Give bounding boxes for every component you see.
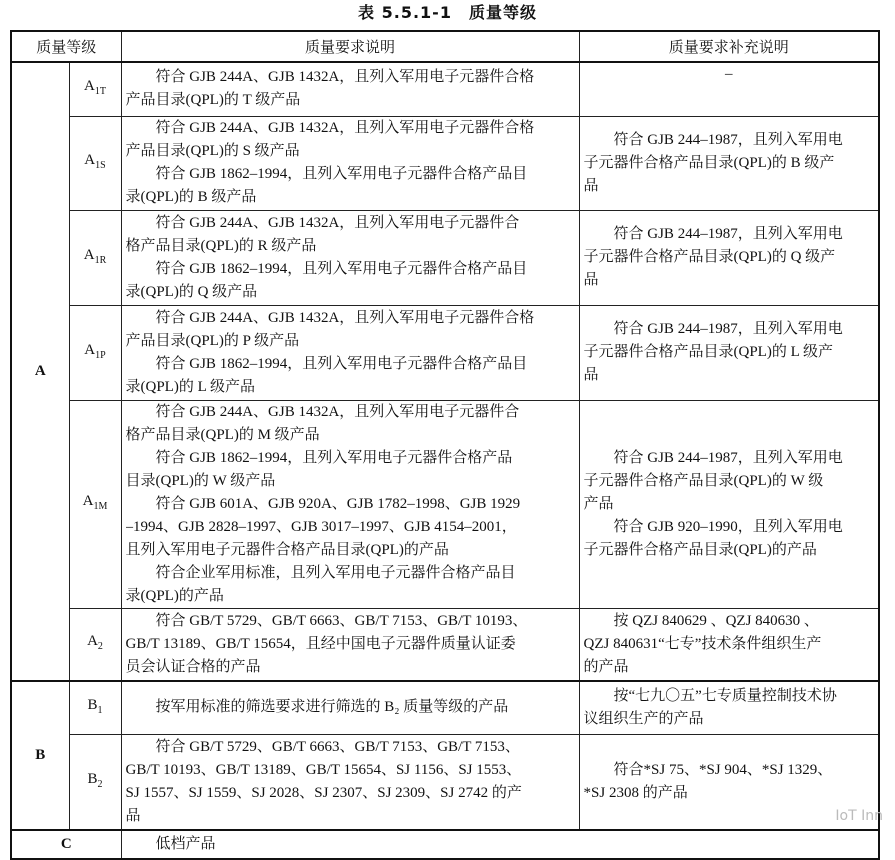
text-line: 格产品目录(QPL)的 R 级产品 (125, 237, 317, 254)
subgrade-cell (69, 734, 121, 830)
supplement-cell (579, 210, 879, 305)
subgrade-base: A (87, 633, 98, 650)
text-line: SJ 1557、SJ 1559、SJ 2028、SJ 2307、SJ 2309、SJ 2742 的产 (125, 784, 522, 801)
header-row (11, 31, 879, 62)
text-line: 符合 GJB 244–1987，且列入军用电 (613, 321, 843, 337)
text-line: 子元器件合格产品目录(QPL)的 W 级 (583, 472, 824, 489)
text-line: 子元器件合格产品目录(QPL)的产品 (583, 541, 817, 558)
table-row (11, 116, 879, 210)
text-line: 符合 GJB 1862–1994，且列入军用电子元器件合格产品目 (155, 355, 528, 372)
subgrade-sub: 1P (95, 349, 106, 361)
text-line: GB/T 10193、GB/T 13189、GB/T 15654、SJ 1156、SJ 1553、 (125, 761, 522, 778)
text-line: *SJ 2308 的产品 (583, 784, 688, 801)
subgrade-cell (69, 400, 121, 608)
subgrade-cell (69, 608, 121, 681)
requirement-cell (121, 210, 579, 305)
requirement-cell (121, 305, 579, 400)
text-line: 符合 GB/T 5729、GB/T 6663、GB/T 7153、GB/T 7153、 (155, 738, 520, 755)
text-line: 符合 GJB 244–1987，且列入军用电 (613, 449, 843, 466)
supplement-cell (579, 681, 879, 734)
subgrade-sub: 2 (97, 641, 103, 653)
text-line: 符合 GJB 601A、GJB 920A、GJB 1782–1998、GJB 1929 (155, 495, 521, 512)
subgrade-base: A (84, 152, 96, 168)
text-line: –1994、GJB 2828–1997、GJB 3017–1997、GJB 4154–2001， (125, 518, 517, 535)
text-line: 品 (583, 367, 599, 383)
subgrade-base: A (84, 341, 96, 358)
requirement-cell (121, 62, 579, 116)
subgrade-sub: 1S (95, 160, 106, 171)
subgrade-base: B (87, 696, 98, 713)
table-row (11, 62, 879, 116)
subgrade-sub: 1 (97, 704, 103, 716)
text-line: 产品目录(QPL)的 T 级产品 (125, 92, 301, 109)
text-line: 子元器件合格产品目录(QPL)的 Q 级产 (583, 249, 836, 265)
requirement-cell (121, 116, 579, 210)
subgrade-cell (69, 62, 121, 116)
supplement-cell (579, 400, 879, 608)
text-line: 符合 GJB 1862–1994，且列入军用电子元器件合格产品目 (155, 166, 528, 182)
text-line: 录(QPL)的 L 级产品 (125, 378, 255, 395)
text-line: 符合 GJB 244A、GJB 1432A，且列入军用电子元器件合格 (155, 69, 535, 86)
subgrade-sub: 1M (93, 501, 108, 512)
supplement-cell (579, 116, 879, 210)
requirement-cell (121, 681, 579, 734)
text-line: 符合 GJB 244A、GJB 1432A，且列入军用电子元器件合 (155, 214, 520, 231)
table-row (11, 681, 879, 734)
requirement-cell (121, 830, 879, 859)
table-row (11, 608, 879, 681)
text-line: 且列入军用电子元器件合格产品目录(QPL)的产品 (125, 541, 449, 558)
text-line: 低档产品 (155, 836, 216, 852)
subgrade-base: A (82, 493, 94, 509)
supplement-cell (579, 734, 879, 830)
requirement-cell (121, 734, 579, 830)
subgrade-cell (69, 116, 121, 210)
text-line: 录(QPL)的 B 级产品 (125, 189, 257, 205)
supplement-cell (579, 62, 879, 116)
text-line: 符合 GJB 244A、GJB 1432A，且列入军用电子元器件合格 (155, 309, 535, 326)
text-line: 符合 GJB 244–1987，且列入军用电 (613, 226, 843, 242)
text-line: 目录(QPL)的 W 级产品 (125, 472, 276, 489)
watermark: IoT Inn (835, 808, 883, 824)
text-line: 格产品目录(QPL)的 M 级产品 (125, 426, 320, 443)
text-line: 符合 GJB 244A、GJB 1432A，且列入军用电子元器件合格 (155, 120, 535, 136)
subgrade-sub: 2 (97, 778, 103, 790)
supplement-cell (579, 305, 879, 400)
text-line: 品 (125, 807, 141, 824)
text-line: 子元器件合格产品目录(QPL)的 L 级产 (583, 344, 833, 360)
text-line: 符合 GB/T 5729、GB/T 6663、GB/T 7153、GB/T 10193、 (155, 612, 528, 629)
text-line: QZJ 840631“七专”技术条件组织生产 (583, 635, 822, 652)
text-line: 议组织生产的产品 (583, 710, 704, 727)
subgrade-base: B (87, 770, 98, 787)
text-line: 的产品 (583, 658, 629, 675)
table-row (11, 305, 879, 400)
text-line: – (725, 66, 733, 82)
header-grade: 质量等级 (11, 31, 121, 62)
text-line: 品 (583, 272, 599, 288)
table-row (11, 210, 879, 305)
requirement-cell (121, 608, 579, 681)
table-row (11, 400, 879, 608)
text-line: 子元器件合格产品目录(QPL)的 B 级产 (583, 154, 835, 171)
grade-cell: A (11, 62, 69, 681)
text-line: 录(QPL)的产品 (125, 587, 224, 604)
grade-cell: B (11, 681, 69, 830)
text-line: 符合企业军用标准，且列入军用电子元器件合格产品目 (155, 564, 516, 581)
subgrade-cell (69, 210, 121, 305)
header-supplement: 质量要求补充说明 (579, 31, 879, 62)
subgrade-sub: 1T (94, 86, 106, 98)
header-requirement: 质量要求说明 (121, 31, 579, 62)
subgrade-base: A (83, 246, 95, 263)
requirement-cell (121, 400, 579, 608)
text-line: 按军用标准的筛选要求进行筛选的 B₂ 质量等级的产品 (155, 699, 509, 716)
subgrade-base: A (84, 78, 95, 95)
text-line: 员会认证合格的产品 (125, 658, 261, 675)
quality-grade-table (10, 30, 880, 860)
text-line: 产品目录(QPL)的 P 级产品 (125, 332, 300, 349)
text-line: 产品 (583, 495, 614, 512)
text-line: 品 (583, 177, 599, 194)
grade-cell: C (11, 830, 121, 859)
text-line: 符合 GJB 1862–1994，且列入军用电子元器件合格产品 (155, 449, 513, 466)
text-line: 符合 GJB 920–1990，且列入军用电 (613, 518, 843, 535)
text-line: 按 QZJ 840629 、QZJ 840630 、 (613, 612, 819, 629)
text-line: 符合*SJ 75、*SJ 904、*SJ 1329、 (613, 761, 833, 778)
text-line: 符合 GJB 244–1987，且列入军用电 (613, 131, 843, 148)
table-row (11, 830, 879, 859)
text-line: 产品目录(QPL)的 S 级产品 (125, 143, 300, 159)
table-row (11, 734, 879, 830)
text-line: GB/T 13189、GB/T 15654，且经中国电子元器件质量认证委 (125, 635, 516, 652)
supplement-cell (579, 608, 879, 681)
table-title: 表 5.5.1-1 质量等级 (358, 3, 537, 22)
text-line: 按“七九〇五”七专质量控制技术协 (613, 687, 837, 704)
subgrade-cell (69, 681, 121, 734)
text-line: 录(QPL)的 Q 级产品 (125, 283, 258, 300)
subgrade-sub: 1R (94, 254, 107, 266)
subgrade-cell (69, 305, 121, 400)
text-line: 符合 GJB 1862–1994，且列入军用电子元器件合格产品目 (155, 260, 528, 277)
text-line: 符合 GJB 244A、GJB 1432A，且列入军用电子元器件合 (155, 403, 520, 420)
